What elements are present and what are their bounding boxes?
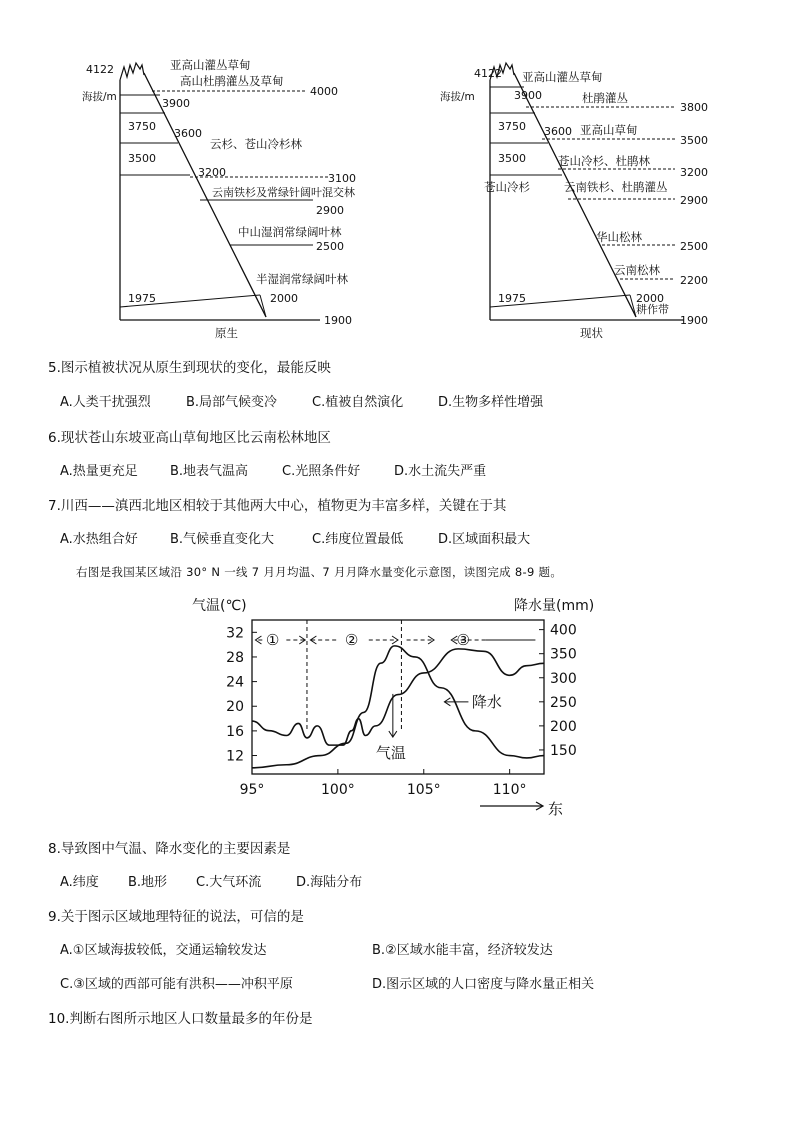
- x-tick-label: 110°: [492, 782, 527, 798]
- axis-label: 海拔/m: [82, 91, 117, 103]
- temperature-series-label: 气温: [375, 743, 406, 762]
- y-left-tick-label: 16: [226, 723, 244, 740]
- answer-option[interactable]: C.③区域的西部可能有洪积——冲积平原: [60, 977, 293, 992]
- answer-option[interactable]: A.纬度: [60, 875, 99, 890]
- zone-label: 云杉、苍山冷杉林: [210, 137, 302, 151]
- temperature-precipitation-chart: [180, 592, 600, 822]
- zone-label: 中山湿润常绿阔叶林: [238, 225, 342, 239]
- chart-intro: 右图是我国某区域沿 30° N 一线 7 月月均温、7 月月降水量变化示意图，读图完成 8-9 题。: [76, 565, 563, 579]
- y-right-tick-label: 250: [550, 694, 577, 711]
- answer-option[interactable]: D.海陆分布: [296, 875, 363, 890]
- zone-label: 半湿润常绿阔叶林: [256, 272, 348, 286]
- vegetation-current-diagram: [440, 55, 740, 345]
- zone-label: ①: [265, 631, 280, 649]
- west-elevation: 3500: [498, 152, 526, 165]
- right-elevation: 4000: [310, 85, 338, 98]
- slope-elevation: 3200: [198, 166, 226, 179]
- right-elevation: 2900: [316, 204, 344, 217]
- x-tick-label: 100°: [321, 782, 355, 798]
- x-tick-label: 95°: [239, 782, 265, 798]
- zone-label: 云南松林: [614, 263, 660, 277]
- y-left-tick-label: 28: [226, 649, 244, 666]
- answer-option[interactable]: C.植被自然演化: [312, 395, 404, 410]
- answer-option[interactable]: D.水土流失严重: [394, 464, 487, 479]
- answer-option[interactable]: B.地表气温高: [170, 464, 249, 479]
- answer-option[interactable]: B.②区域水能丰富，经济较发达: [372, 943, 553, 958]
- west-elevation: 1975: [498, 292, 526, 305]
- axis-label: 海拔/m: [440, 91, 475, 103]
- zone-label: 云南铁杉及常绿针阔叶混交林: [212, 186, 355, 199]
- question-stem: 8.导致图中气温、降水变化的主要因素是: [48, 841, 291, 857]
- answer-option[interactable]: D.生物多样性增强: [438, 395, 544, 410]
- right-elevation: 1900: [680, 314, 708, 327]
- y-right-tick-label: 150: [550, 742, 577, 759]
- peak-elevation: 4122: [86, 63, 114, 76]
- y-left-tick-label: 20: [226, 699, 244, 716]
- zone-label: 亚高山草甸: [580, 123, 638, 137]
- zone-label: 苍山冷杉、杜鹃林: [558, 154, 650, 168]
- answer-option[interactable]: A.①区域海拔较低，交通运输较发达: [60, 943, 267, 958]
- zone-label: 杜鹃灌丛: [582, 91, 628, 105]
- slope-elevation: 2000: [270, 292, 298, 305]
- right-elevation: 3500: [680, 134, 708, 147]
- answer-option[interactable]: C.光照条件好: [282, 464, 361, 479]
- slope-elevation: 3600: [174, 127, 202, 140]
- y-right-tick-label: 200: [550, 718, 577, 735]
- right-elevation: 3800: [680, 101, 708, 114]
- zone-label: 亚高山灌丛草甸: [170, 58, 251, 72]
- right-elevation: 3100: [328, 172, 356, 185]
- zone-label: 高山杜鹃灌丛及草甸: [180, 74, 284, 88]
- y-left-tick-label: 32: [226, 625, 244, 642]
- zone-label: 亚高山灌丛草甸: [522, 70, 603, 84]
- question-stem: 6.现状苍山东坡亚高山草甸地区比云南松林地区: [48, 430, 331, 446]
- answer-option[interactable]: B.局部气候变冷: [186, 395, 278, 410]
- zone-label: ②: [344, 631, 359, 649]
- slope-elevation: 2000: [636, 292, 664, 305]
- right-elevation: 1900: [324, 314, 352, 327]
- west-elevation: 3900: [514, 89, 542, 102]
- answer-option[interactable]: A.人类干扰强烈: [60, 395, 151, 410]
- right-elevation: 2900: [680, 194, 708, 207]
- zone-label: ③: [456, 631, 470, 649]
- slope-elevation: 3900: [162, 97, 190, 110]
- answer-option[interactable]: C.大气环流: [196, 875, 262, 890]
- answer-option[interactable]: C.纬度位置最低: [312, 532, 404, 547]
- question-stem: 10.判断右图所示地区人口数量最多的年份是: [48, 1011, 313, 1027]
- y-left-tick-label: 24: [226, 674, 244, 691]
- answer-option[interactable]: D.图示区域的人口密度与降水量正相关: [372, 977, 595, 992]
- zone-label: 华山松林: [596, 230, 642, 244]
- vegetation-original-diagram: [70, 55, 370, 345]
- y-right-tick-label: 400: [550, 622, 577, 639]
- west-elevation: 1975: [128, 292, 156, 305]
- west-elevation: 3750: [498, 120, 526, 133]
- right-elevation: 2200: [680, 274, 708, 287]
- zone-label: 耕作带: [636, 303, 669, 316]
- right-elevation: 3200: [680, 166, 708, 179]
- x-tick-label: 105°: [406, 782, 441, 798]
- west-elevation: 3750: [128, 120, 156, 133]
- x-axis-label: 东: [548, 800, 564, 818]
- y-right-label: 降水量(mm): [514, 598, 595, 614]
- precipitation-series-label: 降水: [471, 692, 502, 711]
- y-right-tick-label: 300: [550, 670, 577, 687]
- zone-label: 苍山冷杉: [484, 180, 530, 194]
- answer-option[interactable]: B.地形: [128, 875, 168, 890]
- slope-elevation: 3600: [544, 125, 572, 138]
- right-elevation: 2500: [316, 240, 344, 253]
- figure-caption: 原生: [215, 326, 238, 340]
- y-right-tick-label: 350: [550, 646, 577, 663]
- zone-label: 云南铁杉、杜鹃灌丛: [564, 180, 668, 194]
- figure-caption: 现状: [580, 326, 603, 340]
- question-stem: 9.关于图示区域地理特征的说法，可信的是: [48, 909, 304, 925]
- answer-option[interactable]: A.热量更充足: [60, 464, 138, 479]
- y-left-tick-label: 12: [226, 748, 244, 765]
- west-elevation: 3500: [128, 152, 156, 165]
- right-elevation: 2500: [680, 240, 708, 253]
- question-stem: 7.川西——滇西北地区相较于其他两大中心，植物更为丰富多样，关键在于其: [48, 498, 507, 514]
- peak-elevation: 4122: [474, 67, 502, 80]
- y-left-label: 气温(℃): [192, 598, 247, 614]
- answer-option[interactable]: A.水热组合好: [60, 532, 138, 547]
- question-stem: 5.图示植被状况从原生到现状的变化，最能反映: [48, 360, 331, 376]
- answer-option[interactable]: B.气候垂直变化大: [170, 532, 275, 547]
- answer-option[interactable]: D.区域面积最大: [438, 532, 531, 547]
